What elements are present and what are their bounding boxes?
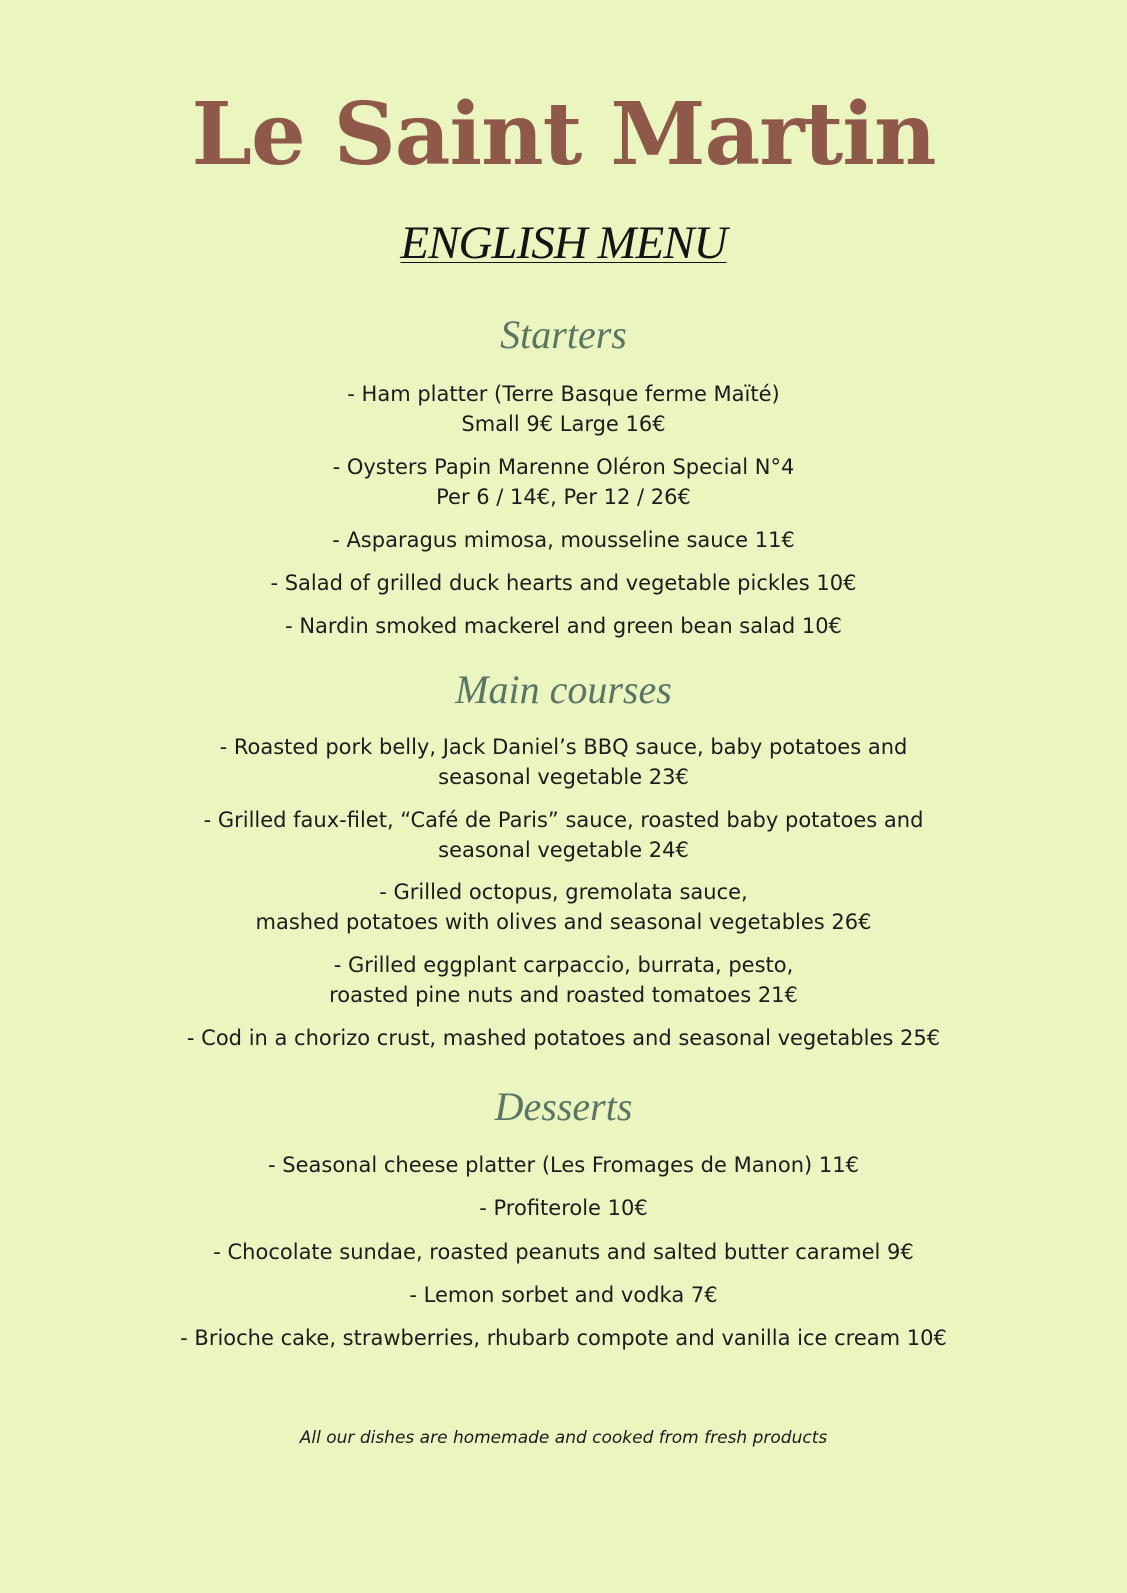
menu-item-line: - Lemon sorbet and vodka 7€: [409, 1283, 718, 1307]
menu-item: [0, 1193, 1127, 1223]
menu-item-line: - Cod in a chorizo crust, mashed potatoes and seasonal vegetables 25€: [186, 1026, 941, 1050]
restaurant-logo: Le Saint Martin: [191, 84, 936, 185]
menu-item-line: - Ham platter (Terre Basque ferme Maïté): [347, 382, 780, 406]
menu-item-line: - Seasonal cheese platter (Les Fromages de Manon) 11€: [268, 1153, 859, 1177]
section-title-desserts: Desserts: [494, 1084, 633, 1129]
menu-item-line: - Roasted pork belly, Jack Daniel’s BBQ sauce, baby potatoes and: [219, 735, 908, 759]
menu-item-line: roasted pine nuts and roasted tomatoes 21€: [329, 983, 798, 1007]
menu-item-line: seasonal vegetable 23€: [438, 765, 689, 789]
menu-item-line: - Grilled octopus, gremolata sauce,: [379, 880, 748, 904]
footer-note: All our dishes are homemade and cooked from fresh products: [299, 1428, 828, 1448]
menu-item: [0, 611, 1127, 641]
menu-title-text: ENGLISH MENU: [400, 217, 727, 269]
menu-item-line: Per 6 / 14€, Per 12 / 26€: [436, 485, 691, 509]
menu-item-line: - Nardin smoked mackerel and green bean salad 10€: [285, 614, 842, 638]
menu-item: [0, 805, 1127, 865]
menu-item-line: seasonal vegetable 24€: [438, 838, 689, 862]
menu-item: [0, 1150, 1127, 1180]
menu-item-line: - Grilled faux-filet, “Café de Paris” sauce, roasted baby potatoes and: [203, 808, 924, 832]
menu-item-line: - Salad of grilled duck hearts and vegetable pickles 10€: [270, 571, 857, 595]
menu-item: [0, 1023, 1127, 1053]
menu-item: [0, 950, 1127, 1010]
menu-item-line: - Chocolate sundae, roasted peanuts and salted butter caramel 9€: [213, 1240, 914, 1264]
menu-item-line: - Grilled eggplant carpaccio, burrata, pesto,: [333, 953, 794, 977]
menu-item-line: mashed potatoes with olives and seasonal vegetables 26€: [255, 910, 872, 934]
section-title-main-courses: Main courses: [455, 667, 672, 712]
menu-item: [0, 1237, 1127, 1267]
menu-title: [0, 218, 1127, 270]
menu-item: [0, 732, 1127, 792]
section-title-starters: Starters: [500, 312, 627, 357]
menu-item-line: - Profiterole 10€: [479, 1196, 648, 1220]
menu-item: [0, 379, 1127, 439]
menu-item: [0, 1280, 1127, 1310]
menu-item: [0, 452, 1127, 512]
menu-item-line: - Brioche cake, strawberries, rhubarb compote and vanilla ice cream 10€: [180, 1326, 947, 1350]
menu-item: [0, 568, 1127, 598]
menu-item-line: - Asparagus mimosa, mousseline sauce 11€: [332, 528, 795, 552]
menu-item-line: Small 9€ Large 16€: [461, 412, 666, 436]
menu-item: [0, 877, 1127, 937]
menu-item-line: - Oysters Papin Marenne Oléron Special N°4: [332, 455, 795, 479]
menu-item: [0, 1323, 1127, 1353]
menu-item: [0, 525, 1127, 555]
